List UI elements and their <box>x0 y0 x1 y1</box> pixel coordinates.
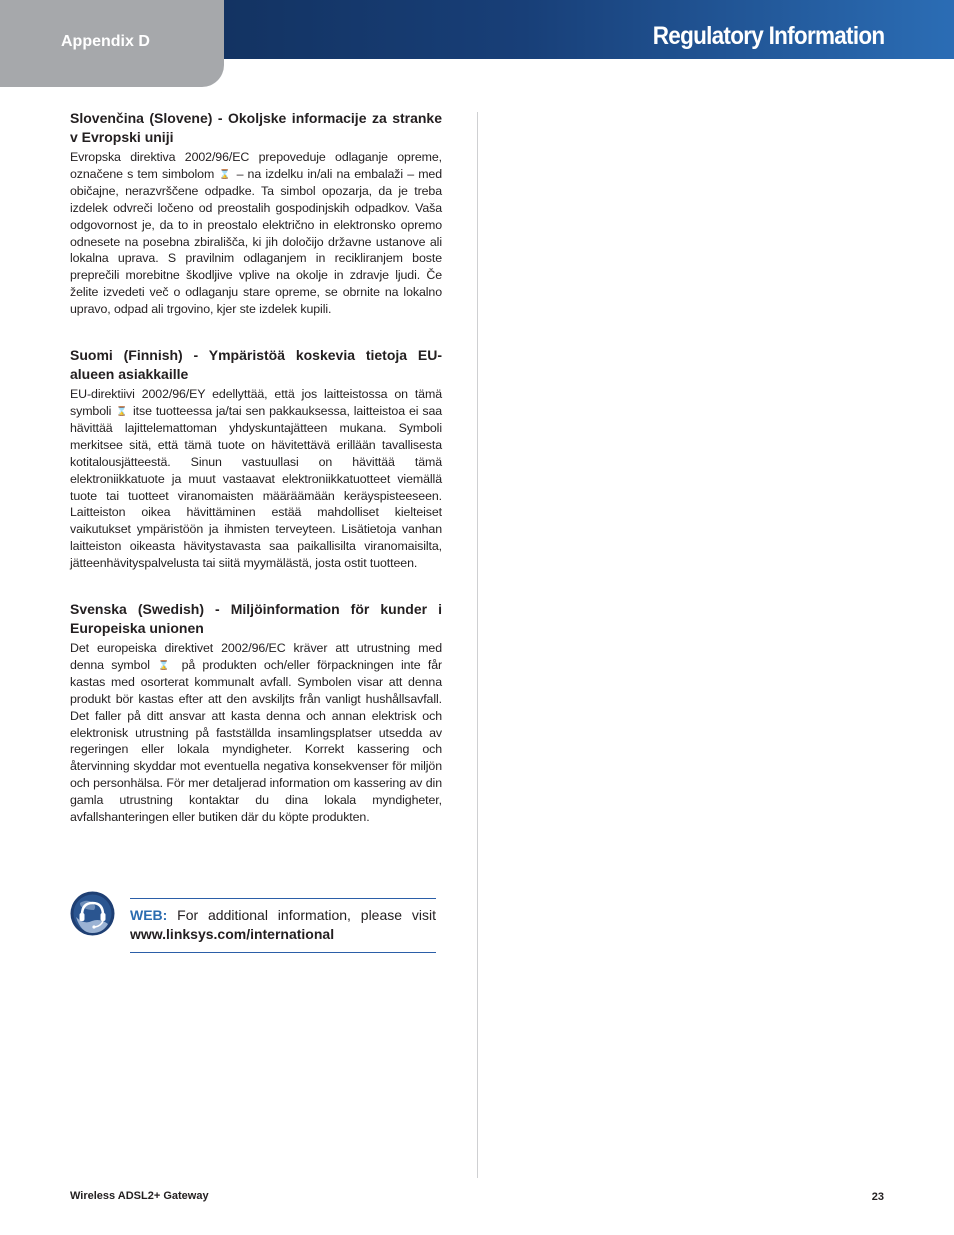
footer-product-name: Wireless ADSL2+ Gateway <box>70 1190 209 1202</box>
section-slovene <box>70 109 442 318</box>
section-heading: Slovenčina (Slovene) - Okoljske informacije za stranke v Evropski uniji <box>70 110 442 145</box>
footer-page-number: 23 <box>871 1191 884 1203</box>
section-body: Det europeiska direktivet 2002/96/EC kräver att utrustning med denna symbol ⌛ på produkten och/eller förpackningen inte får kastas med osorterat kommunalt avfall. Symbolen visar att denna produkt bör kastas efter att den avskiljts från vanligt hushållsavfall. Det faller på ditt ansvar att kasta denna och annan elektrisk och elektronisk utrustning på fastställda insamlingsplatser utsedda av regeringen eller lokala myndigheter. Korrekt kassering och återvinning skyddar mot eventuella negativa konsekvenser för miljön och personhälsa. För mer detaljerad information om kassering av din gamla utrustning kontaktar du dina lokala myndigheter, avfallshanteringen eller butiken där du köpte produkten. <box>70 641 443 825</box>
web-note <box>70 891 442 957</box>
web-info-text <box>130 906 436 944</box>
section-body: EU-direktiivi 2002/96/EY edellyttää, että jos laitteistossa on tämä symboli ⌛ itse tuotteessa ja/tai sen pakkauksessa, laitteistoa ei saa hävittää lajittelemattoman yhdyskuntajätteen mukana. Symboli merkitsee sitä, että tämä tuote on hävitettävä erillään tavallisesta kotitalousjätteestä. Sinun vastuullasi on hävittää tämä elektroniikkatuote ja muut vastaavat elektroniikkatuotteet viemällä tuote tai tuotteet viranomaisten määräämään keräyspisteeseen. Laitteiston oikea hävittäminen estää mahdolliset kielteiset vaikutukset ympäristöön ja ihmisten terveyteen. Lisätietoja vanhan laitteiston oikeasta hävitystavasta saa paikallisilta viranomaisilta, jätteenhävityspalvelusta tai siitä myymälästä, josta ostit tuotteen. <box>70 387 443 571</box>
web-label: WEB: <box>130 907 168 923</box>
wheelie-bin-icon: ⌛ <box>158 659 174 670</box>
wheelie-bin-icon: ⌛ <box>219 168 232 179</box>
section-swedish <box>70 600 442 826</box>
page-title: Regulatory Information <box>652 22 884 50</box>
appendix-tab <box>0 0 224 87</box>
web-info-box <box>130 898 436 953</box>
content-column <box>70 109 442 854</box>
section-body: Evropska direktiva 2002/96/EC prepoveduje odlaganje opreme, označene s tem simbolom ⌛ – na izdelku in/ali na embalaži – med običajne, nerazvrščene odpadke. Ta simbol opozarja, da je treba izdelek odvreči ločeno od preostalih gospodinjskih odpadkov. Vaša odgovornost je, da to in preostalo električno in elektronsko opremo odnesete na posebna zbirališča, ki jih določijo državne ustanove ali lokalna uprava. S pravilnim odlaganjem in recikliranjem boste preprečili morebitne škodljive vplive na okolje in zdravje ljudi. Če želite izvedeti več o odlaganju stare opreme, se obrnite na lokalno upravo, odpad ali trgovino, kjer ste izdelek kupili. <box>70 150 443 317</box>
globe-headset-icon <box>70 891 115 936</box>
web-url-link[interactable]: www.linksys.com/international <box>130 926 335 942</box>
section-heading: Suomi (Finnish) - Ympäristöä koskevia tietoja EU-alueen asiakkaille <box>70 347 442 383</box>
section-heading: Svenska (Swedish) - Miljöinformation för kunder i Europeiska unionen <box>70 601 442 637</box>
section-finnish <box>70 346 442 572</box>
web-info-sentence: For additional information, please visit <box>177 907 436 923</box>
wheelie-bin-icon: ⌛ <box>116 405 129 416</box>
appendix-label: Appendix D <box>61 33 150 50</box>
column-divider <box>477 112 478 1178</box>
